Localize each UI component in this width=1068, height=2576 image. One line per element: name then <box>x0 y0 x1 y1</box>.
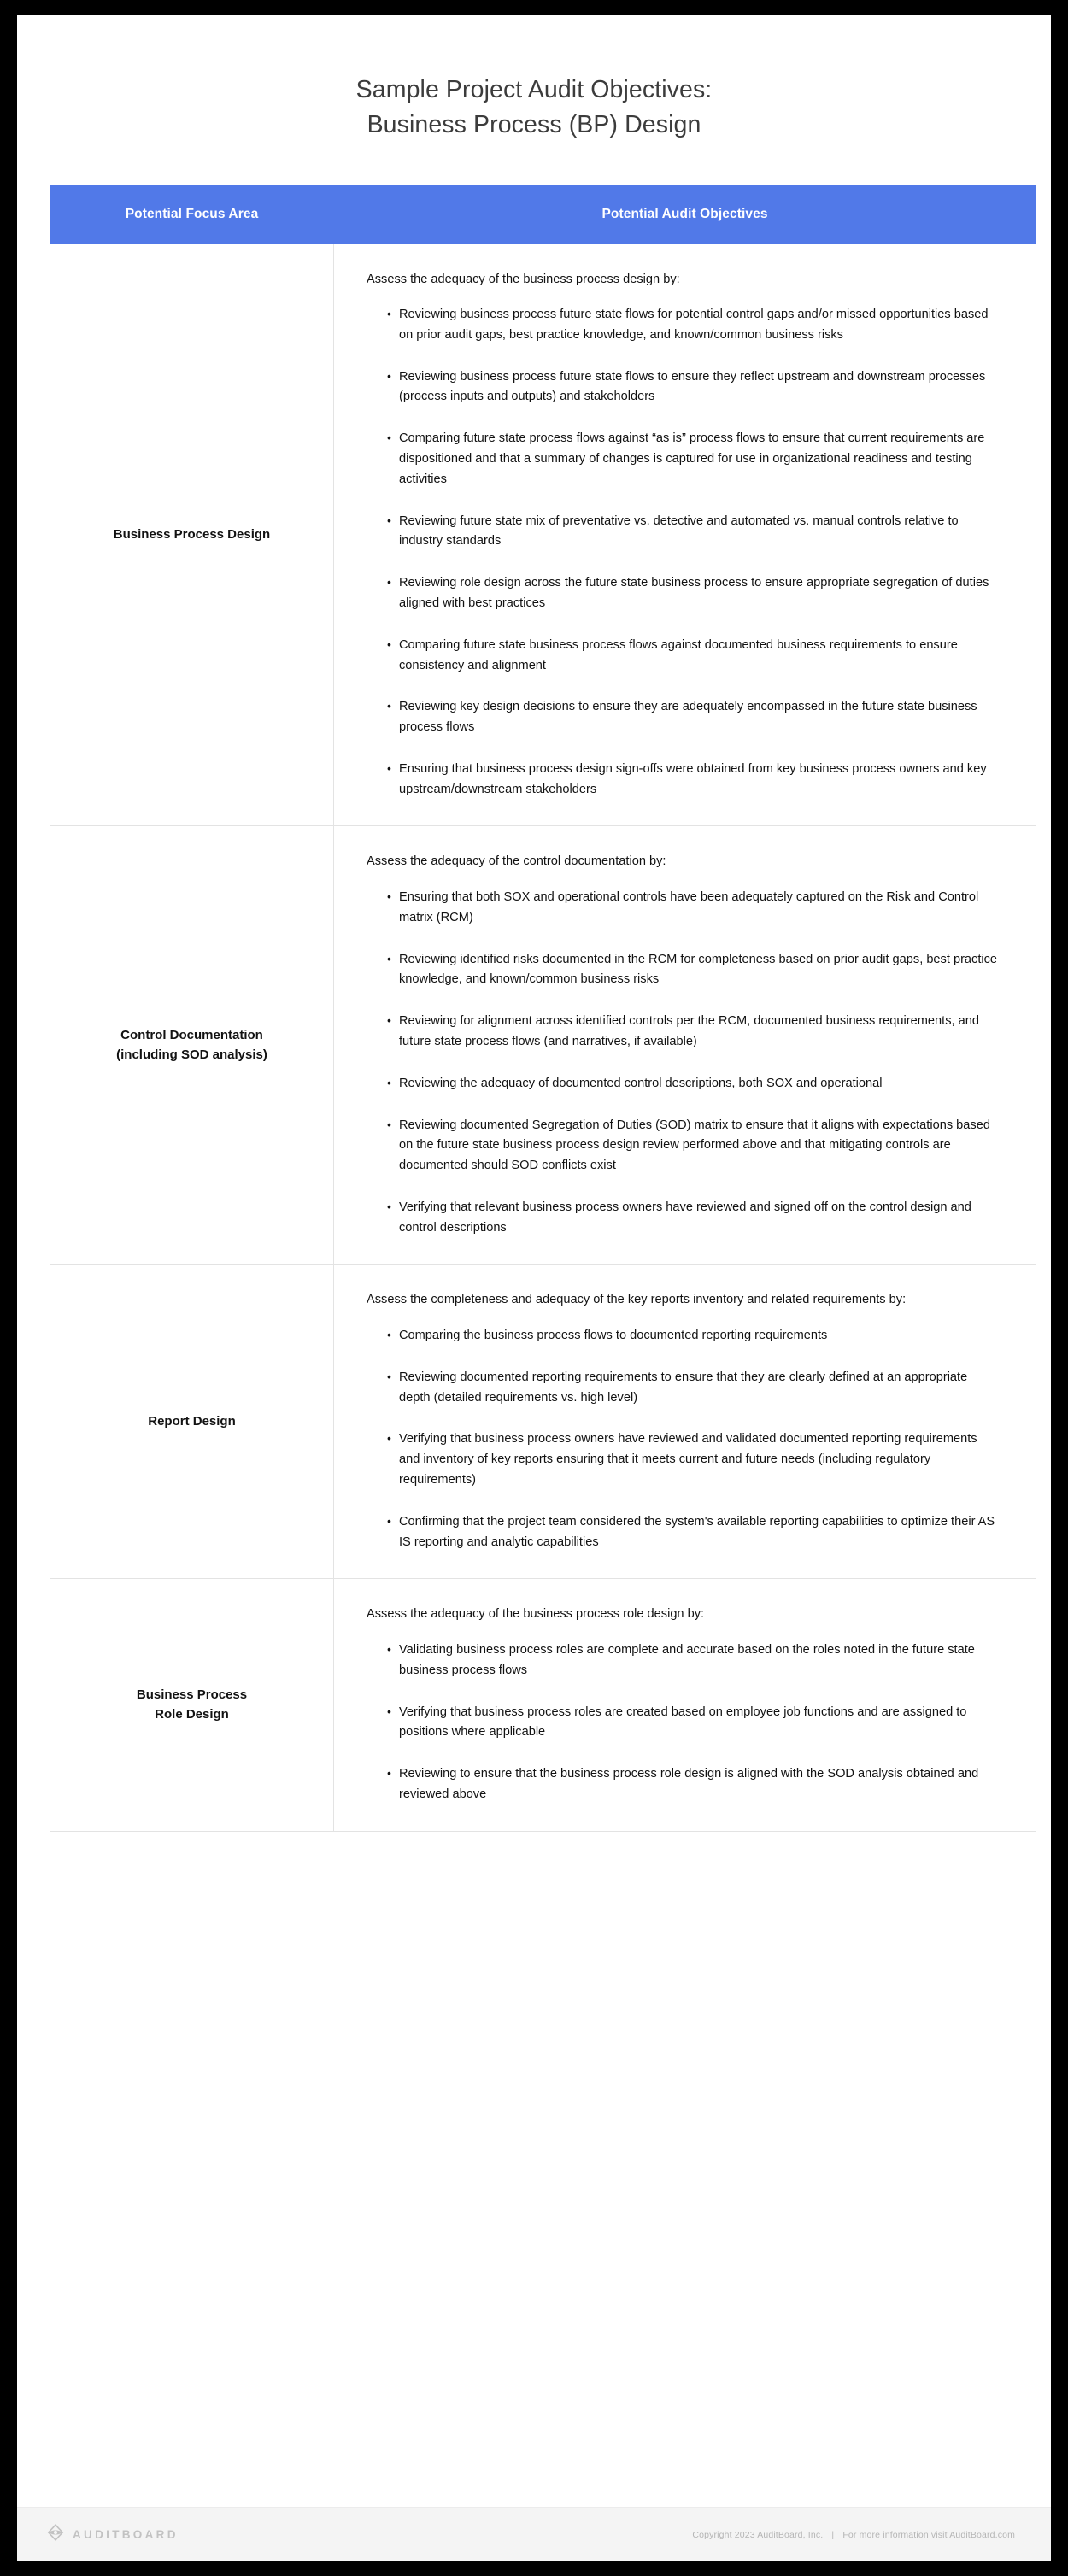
objectives-lead: Assess the adequacy of the control documentation by: <box>367 854 666 869</box>
footer-copyright: Copyright 2023 AuditBoard, Inc. <box>692 2529 824 2540</box>
list-item: • Verifying that business process roles are created based on employee job functions and are assigned to positions where applicable <box>387 1703 998 1744</box>
focus-area-label: Report Design <box>148 1414 236 1429</box>
focus-area-cell <box>50 826 334 1265</box>
table-row <box>50 244 1036 826</box>
list-item: • Reviewing business process future state flows to ensure they reflect upstream and downstream processes (process inputs and outputs) and stakeholders <box>387 367 998 408</box>
list-item: • Reviewing key design decisions to ensure they are adequately encompassed in the future state business process flows <box>387 697 998 738</box>
column-header-objectives: Potential Audit Objectives <box>334 185 1036 244</box>
objectives-list <box>367 888 998 1238</box>
objectives-list <box>367 305 998 800</box>
list-item: • Ensuring that business process design sign-offs were obtained from key business process owners and key upstream/downstream stakeholders <box>387 760 998 801</box>
document-page <box>17 15 1051 2561</box>
objectives-list <box>367 1326 998 1552</box>
objectives-lead: Assess the adequacy of the business process design by: <box>367 272 680 286</box>
focus-area-cell <box>50 244 334 826</box>
list-item: • Reviewing business process future state flows for potential control gaps and/or missed opportunities based on prior audit gaps, best practice knowledge, and known/common business risks <box>387 305 998 346</box>
objectives-cell <box>334 826 1036 1265</box>
focus-area-cell <box>50 1579 334 1831</box>
column-header-focus-area: Potential Focus Area <box>50 185 334 244</box>
footer-separator: | <box>831 2529 835 2540</box>
focus-area-label: Business Process <box>136 1687 248 1703</box>
list-item: • Comparing future state business process flows against documented business requirements to ensure consistency and alignment <box>387 636 998 677</box>
footer-info-link[interactable]: For more information visit AuditBoard.com <box>842 2529 1015 2540</box>
objectives-lead: Assess the completeness and adequacy of the key reports inventory and related requirements by: <box>367 1293 907 1307</box>
auditboard-logo <box>46 2523 179 2546</box>
auditboard-wordmark: AUDITBOARD <box>73 2528 179 2541</box>
objectives-list <box>367 1640 998 1805</box>
list-item: • Reviewing documented Segregation of Duties (SOD) matrix to ensure that it aligns with expectations based on the future state business process design review performed above and that mitigating controls are documented should SOD conflicts exist <box>387 1116 998 1177</box>
page-footer <box>17 2507 1051 2561</box>
objectives-cell <box>334 244 1036 826</box>
list-item: • Reviewing identified risks documented in the RCM for completeness based on prior audit gaps, best practice knowledge, and known/common business risks <box>387 950 998 991</box>
objectives-lead: Assess the adequacy of the business process role design by: <box>367 1607 705 1622</box>
list-item: • Comparing the business process flows to documented reporting requirements <box>387 1326 998 1347</box>
table-header <box>50 185 1036 244</box>
focus-area-sublabel: Role Design <box>155 1707 229 1722</box>
footer-legal-text <box>692 2530 1015 2540</box>
focus-area-cell <box>50 1265 334 1579</box>
list-item: • Comparing future state process flows against “as is” process flows to ensure that current requirements are dispositioned and that a summary of changes is captured for use in organizational readiness and testing activities <box>387 429 998 490</box>
objectives-cell <box>334 1265 1036 1579</box>
focus-area-label: Business Process Design <box>113 527 271 543</box>
list-item: • Confirming that the project team considered the system's available reporting capabilities to optimize their AS IS reporting and analytic capabilities <box>387 1512 998 1553</box>
table-row <box>50 1265 1036 1579</box>
table-row <box>50 826 1036 1265</box>
list-item: • Reviewing future state mix of preventative vs. detective and automated vs. manual controls relative to industry standards <box>387 512 998 553</box>
table-body <box>50 244 1036 1831</box>
focus-area-label: Control Documentation <box>120 1028 263 1043</box>
page-title-line-1: Sample Project Audit Objectives: <box>355 76 713 103</box>
list-item: • Reviewing documented reporting requirements to ensure that they are clearly defined at an appropriate depth (detailed requirements vs. high level) <box>387 1368 998 1409</box>
list-item: • Verifying that relevant business process owners have reviewed and signed off on the control design and control descriptions <box>387 1198 998 1239</box>
focus-area-sublabel: (including SOD analysis) <box>116 1047 267 1063</box>
page-title <box>50 15 1018 143</box>
list-item: • Validating business process roles are complete and accurate based on the roles noted in the future state business process flows <box>387 1640 998 1681</box>
list-item: • Reviewing for alignment across identified controls per the RCM, documented business requirements, and future state process flows (and narratives, if available) <box>387 1012 998 1053</box>
list-item: • Reviewing role design across the future state business process to ensure appropriate segregation of duties aligned with best practices <box>387 573 998 614</box>
audit-objectives-table <box>50 185 1036 1832</box>
list-item: • Reviewing to ensure that the business process role design is aligned with the SOD analysis obtained and reviewed above <box>387 1764 998 1805</box>
page-title-line-2: Business Process (BP) Design <box>367 110 701 138</box>
objectives-cell <box>334 1579 1036 1831</box>
document-body <box>17 15 1051 2507</box>
table-row <box>50 1579 1036 1831</box>
list-item: • Verifying that business process owners have reviewed and validated documented reporting requirements and inventory of key reports ensuring that it meets current and future needs (including regulatory requirements) <box>387 1429 998 1490</box>
table-header-row <box>50 185 1036 244</box>
list-item: • Reviewing the adequacy of documented control descriptions, both SOX and operational <box>387 1074 998 1094</box>
list-item: • Ensuring that both SOX and operational controls have been adequately captured on the Risk and Control matrix (RCM) <box>387 888 998 929</box>
auditboard-mark-icon <box>46 2523 65 2546</box>
